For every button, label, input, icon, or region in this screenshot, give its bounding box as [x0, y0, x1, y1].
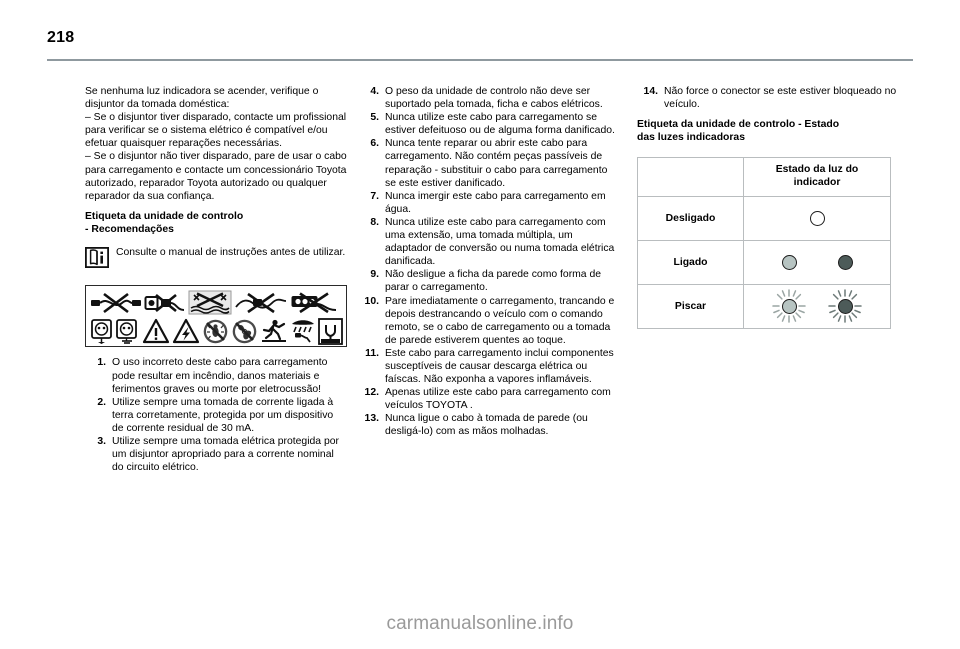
lamp-slot — [800, 201, 834, 235]
header-divider — [47, 59, 913, 61]
list-item-text: Nunca imergir este cabo para carregamento em água. — [385, 190, 606, 215]
list-item-text: Utilize sempre uma tomada elétrica protegida por um disjuntor apropriado para a corrente nominal do circuito elétrico. — [112, 436, 339, 474]
indicator-status-table — [637, 157, 891, 329]
list-item-text: O uso incorreto deste cabo para carregamento pode resultar em incêndio, danos materiais e ferimentos graves ou morte por eletrocussão! — [112, 357, 328, 395]
list-item-text: Pare imediatamente o carregamento, trancando e depois destrancando o veículo com o comando remoto, se o cabo de carregamento ou a tomada de parede estiverem quentes ao toque. — [385, 295, 615, 346]
list-item — [358, 111, 620, 137]
table-row — [638, 196, 891, 240]
row-label-desligado: Desligado — [638, 196, 744, 240]
numbered-list-column-three — [637, 85, 905, 111]
list-item-text: Este cabo para carregamento inclui componentes susceptíveis de causar descarga elétrica ou faíscas. Não exponha a vapores inflamáveis. — [385, 347, 614, 386]
electric-shock-triangle-icon — [171, 318, 201, 344]
list-item — [358, 137, 620, 189]
no-fan-blower-icon — [230, 318, 259, 345]
list-item-text: Nunca ligue o cabo à tomada de parede (ou desligá-lo) com as mãos molhadas. — [385, 413, 588, 438]
list-item-text: Nunca utilize este cabo para carregamento se estiver defeituoso ou de alguma forma danificado. — [385, 112, 615, 137]
lamp-slot — [772, 245, 806, 279]
dash-item-1: – Se o disjuntor tiver disparado, contacte um profissional para verificar se o sistema elétrico é compatível e/ou efetuar quaisquer reparações necessárias. — [85, 112, 347, 150]
list-item-number: 13. — [364, 413, 379, 425]
no-rain-exposure-icon — [289, 318, 317, 344]
page-header — [0, 0, 960, 62]
list-item-text: Não force o conector se este estiver bloqueado no veículo. — [664, 86, 897, 111]
row-state-ligado — [744, 240, 891, 284]
list-item-number: 6. — [370, 138, 379, 150]
indicator-lamp-off-icon — [810, 211, 825, 226]
list-item — [358, 268, 620, 294]
page-content — [0, 62, 960, 649]
list-item-number: 14. — [643, 86, 658, 97]
no-insects-icon — [201, 318, 230, 345]
list-item-number: 12. — [364, 387, 379, 399]
table-row — [638, 284, 891, 328]
pictogram-warning-strip — [85, 285, 347, 347]
read-manual-label-icon — [317, 318, 343, 345]
list-item-number: 10. — [364, 295, 379, 307]
no-trip-hazard-icon — [259, 318, 289, 344]
list-item — [85, 396, 347, 435]
list-item-number: 2. — [97, 396, 106, 408]
indicator-lamp-dark-icon — [838, 255, 853, 270]
list-item-number: 9. — [370, 269, 379, 281]
no-multi-socket-icon — [289, 291, 341, 315]
page-number: 218 — [47, 29, 75, 46]
list-item — [358, 386, 620, 412]
table-row — [638, 240, 891, 284]
general-warning-triangle-icon — [141, 318, 171, 344]
row-state-desligado — [744, 196, 891, 240]
pictogram-row-bottom — [89, 317, 343, 345]
blink-rays-icon — [772, 289, 806, 323]
list-item-number: 4. — [370, 86, 379, 97]
column-three — [637, 85, 905, 329]
no-damaged-cable-icon — [89, 291, 143, 315]
row-label-ligado: Ligado — [638, 240, 744, 284]
list-item-text: Nunca utilize este cabo para carregamento com uma extensão, uma tomada múltipla, um adaptador de conversão ou numa tomada elétrica danificada. — [385, 216, 615, 268]
indicator-lamp-light-icon — [782, 255, 797, 270]
list-item — [358, 190, 620, 216]
list-item — [358, 347, 620, 386]
site-watermark: carmanualsonline.info — [386, 613, 574, 634]
manual-reference-text: Consulte o manual de instruções antes de utilizar. — [116, 247, 346, 259]
list-item-text: Nunca tente reparar ou abrir este cabo para carregamento. Não contém peças passíveis de reparação - substituir o cabo para carregamento se este estiver danificado. — [385, 138, 608, 189]
table-header-blank-cell — [638, 157, 744, 196]
list-item-number: 1. — [97, 357, 106, 369]
list-item — [637, 85, 905, 111]
section-heading-line-2: - Recomendações — [85, 224, 174, 236]
intro-paragraph: Se nenhuma luz indicadora se acender, verifique o disjuntor da tomada doméstica: — [85, 86, 319, 111]
list-item-text: Utilize sempre uma tomada de corrente ligada à terra corretamente, protegida por um dispositivo de corrente residual de 30 mA. — [112, 396, 334, 434]
indicator-section-heading-line-2: das luzes indicadoras — [637, 132, 745, 144]
list-item — [358, 295, 620, 347]
earth-connection-icon — [114, 318, 141, 344]
list-item-text: O peso da unidade de controlo não deve ser suportado pela tomada, ficha e cabos elétricos. — [385, 86, 603, 111]
list-item-number: 7. — [370, 190, 379, 202]
list-item — [358, 216, 620, 268]
column-one — [85, 85, 347, 474]
grounded-socket-icon — [89, 318, 114, 344]
dash-item-2: – Se o disjuntor não tiver disparado, pare de usar o cabo para carregamento e contacte um concessionário Toyota autorizado, reparador Toyota autorizado ou qualquer reparador da sua confiança. — [85, 151, 347, 202]
section-heading-line-1: Etiqueta da unidade de controlo — [85, 210, 244, 222]
table-header-row — [638, 157, 891, 196]
lamp-slot — [828, 245, 862, 279]
pictogram-row-top — [89, 289, 343, 316]
list-item-text: Não desligue a ficha da parede como forma de parar o carregamento. — [385, 269, 602, 294]
row-state-piscar — [744, 284, 891, 328]
numbered-list-column-two — [358, 85, 620, 439]
no-adapter-plug-icon — [143, 291, 187, 315]
list-item-text: Apenas utilize este cabo para carregamento com veículos TOYOTA . — [385, 387, 611, 412]
no-water-immersion-icon — [187, 290, 233, 315]
list-item — [358, 85, 620, 111]
table-header-state-line-1: Estado da luz do — [775, 164, 859, 176]
row-label-piscar: Piscar — [638, 284, 744, 328]
indicator-section-heading-line-1: Etiqueta da unidade de controlo - Estado — [637, 119, 840, 131]
list-item — [85, 435, 347, 474]
manual-book-icon — [85, 247, 109, 268]
list-item-number: 11. — [365, 347, 379, 359]
no-extension-cord-icon — [233, 291, 289, 315]
list-item — [85, 356, 347, 395]
list-item-number: 3. — [97, 436, 106, 447]
table-header-state-cell — [744, 157, 891, 196]
lamp-slot — [772, 289, 806, 323]
list-item-number: 5. — [370, 112, 379, 124]
list-item-number: 8. — [370, 216, 379, 228]
manual-reference-note — [85, 246, 347, 276]
numbered-list-column-one — [85, 356, 347, 474]
list-item — [358, 412, 620, 438]
blink-rays-icon — [828, 289, 862, 323]
table-header-state-line-2: indicador — [793, 176, 841, 188]
column-two — [358, 85, 620, 439]
lamp-slot — [828, 289, 862, 323]
